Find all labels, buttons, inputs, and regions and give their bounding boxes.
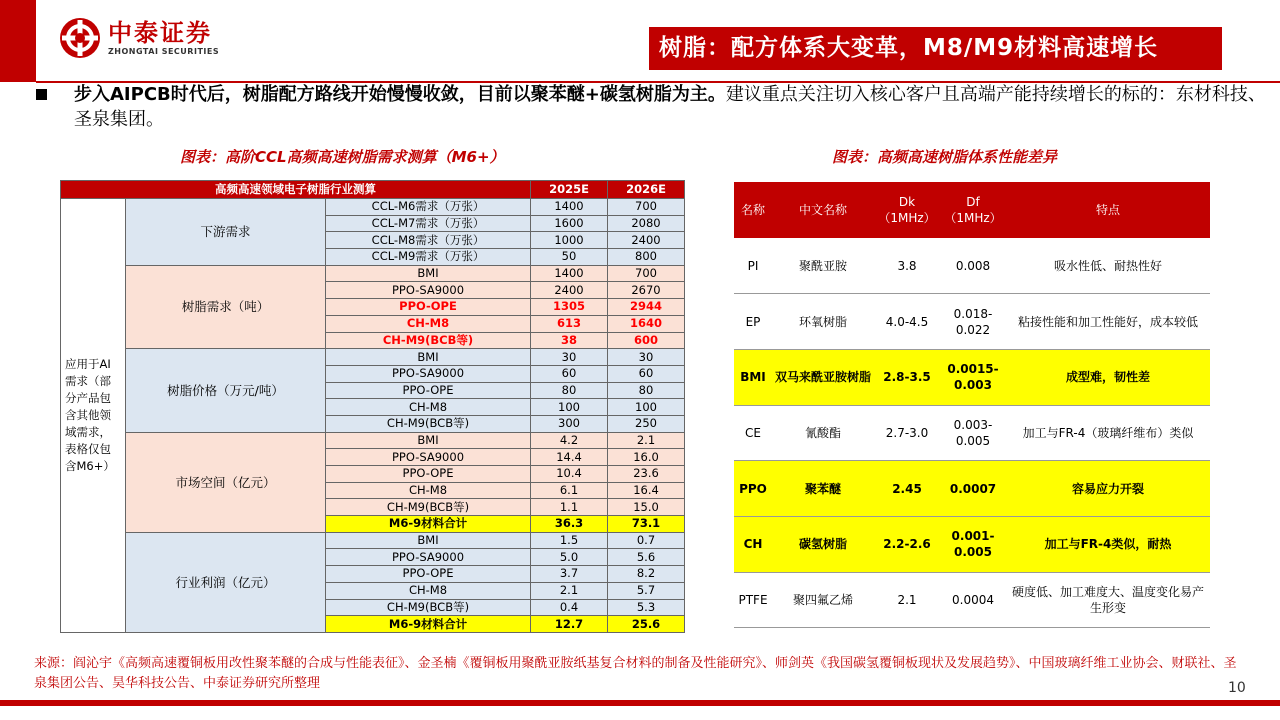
table-cell: CH-M9(BCB等)	[326, 332, 531, 349]
table-cell: CH	[734, 516, 772, 572]
table-cell: 0.0007	[940, 461, 1006, 517]
resin-demand-table	[60, 180, 685, 633]
table-cell: CCL-M7需求（万张）	[326, 215, 531, 232]
table-cell: PTFE	[734, 572, 772, 628]
table-cell: 1305	[531, 299, 608, 316]
table-cell: 1400	[531, 199, 608, 216]
table-cell: BMI	[326, 349, 531, 366]
company-logo	[58, 16, 219, 60]
table-cell: BMI	[734, 349, 772, 405]
table-cell: PPO-SA9000	[326, 449, 531, 466]
table-cell: 16.0	[608, 449, 685, 466]
table-row	[61, 432, 685, 449]
table-row	[734, 405, 1210, 461]
table-cell: 0.0004	[940, 572, 1006, 628]
table-cell: 60	[608, 365, 685, 382]
category-cell: 下游需求	[126, 199, 326, 266]
resin-performance-table	[734, 182, 1210, 628]
table-cell: CE	[734, 405, 772, 461]
table-cell: 700	[608, 199, 685, 216]
table-cell: 加工与FR-4（玻璃纤维布）类似	[1006, 405, 1210, 461]
scope-note-cell: 应用于AI需求（部分产品包含其他领域需求，表格仅包含M6+）	[61, 199, 126, 633]
table-row	[734, 461, 1210, 517]
table-cell: 0.018-0.022	[940, 294, 1006, 350]
table-cell: 聚四氟乙烯	[772, 572, 874, 628]
table-cell: BMI	[326, 432, 531, 449]
table-row	[734, 349, 1210, 405]
table-cell: 36.3	[531, 516, 608, 533]
table-cell: 3.7	[531, 566, 608, 583]
table-cell: 30	[531, 349, 608, 366]
table-cell: 2.45	[874, 461, 940, 517]
left-accent-bar	[0, 0, 36, 82]
right-table-caption: 图表：高频高速树脂体系性能差异	[832, 148, 1058, 166]
table-cell: 80	[531, 382, 608, 399]
left-table-caption: 图表：高阶CCL高频高速树脂需求测算（M6+）	[180, 148, 505, 166]
table-cell: 环氧树脂	[772, 294, 874, 350]
header-cell: 2026E	[608, 181, 685, 199]
table-cell: 0.003-0.005	[940, 405, 1006, 461]
table-cell: 1640	[608, 315, 685, 332]
table-header-row	[61, 181, 685, 199]
table-cell: 碳氢树脂	[772, 516, 874, 572]
table-cell: 0.0015-0.003	[940, 349, 1006, 405]
table-cell: 5.6	[608, 549, 685, 566]
table-cell: 1.5	[531, 532, 608, 549]
bullet-square-icon	[36, 89, 47, 100]
table-cell: 23.6	[608, 466, 685, 483]
table-row	[734, 572, 1210, 628]
header-cell: Df（1MHz）	[940, 182, 1006, 238]
table-cell: EP	[734, 294, 772, 350]
category-cell: 树脂需求（吨）	[126, 265, 326, 348]
table-cell: 0.008	[940, 238, 1006, 294]
table-cell: CH-M8	[326, 582, 531, 599]
table-cell: 80	[608, 382, 685, 399]
table-cell: 1000	[531, 232, 608, 249]
table-cell: PPO-SA9000	[326, 282, 531, 299]
table-cell: 2.8-3.5	[874, 349, 940, 405]
table-row	[61, 199, 685, 216]
table-cell: 3.8	[874, 238, 940, 294]
table-cell: PPO-OPE	[326, 299, 531, 316]
table-cell: CH-M8	[326, 315, 531, 332]
table-cell: PPO-SA9000	[326, 549, 531, 566]
table-cell: 0.4	[531, 599, 608, 616]
header-cell: 名称	[734, 182, 772, 238]
table-cell: 2.7-3.0	[874, 405, 940, 461]
table-cell: 4.0-4.5	[874, 294, 940, 350]
table-cell: 2.1	[531, 582, 608, 599]
table-cell: CH-M9(BCB等)	[326, 499, 531, 516]
table-cell: PPO-OPE	[326, 466, 531, 483]
key-point-normal: 建议重点关注切入核心客户且高端产能持续增长的标的：东材科技、圣泉集团。	[74, 84, 1266, 130]
table-cell: 0.7	[608, 532, 685, 549]
table-cell: 100	[531, 399, 608, 416]
table-cell: 16.4	[608, 482, 685, 499]
table-cell: PI	[734, 238, 772, 294]
header-cell: 2025E	[531, 181, 608, 199]
category-cell: 树脂价格（万元/吨）	[126, 349, 326, 432]
table-cell: 粘接性能和加工性能好，成本较低	[1006, 294, 1210, 350]
key-point-bold: 步入AIPCB时代后，树脂配方路线开始慢慢收敛，目前以聚苯醚+碳氢树脂为主。	[74, 84, 726, 105]
table-cell: 0.001-0.005	[940, 516, 1006, 572]
table-cell: CH-M9(BCB等)	[326, 599, 531, 616]
header-cell: 中文名称	[772, 182, 874, 238]
table-cell: 15.0	[608, 499, 685, 516]
table-row	[734, 516, 1210, 572]
table-cell: 聚酰亚胺	[772, 238, 874, 294]
table-cell: 100	[608, 399, 685, 416]
table-cell: 30	[608, 349, 685, 366]
table-cell: 613	[531, 315, 608, 332]
table-cell: 38	[531, 332, 608, 349]
table-cell: 60	[531, 365, 608, 382]
table-cell: 2670	[608, 282, 685, 299]
table-header-row	[734, 182, 1210, 238]
table-cell: M6-9材料合计	[326, 616, 531, 633]
table-cell: 4.2	[531, 432, 608, 449]
table-cell: 2400	[608, 232, 685, 249]
table-cell: 700	[608, 265, 685, 282]
table-cell: 300	[531, 415, 608, 432]
table-cell: 50	[531, 249, 608, 266]
table-cell: PPO-SA9000	[326, 365, 531, 382]
table-cell: 容易应力开裂	[1006, 461, 1210, 517]
table-cell: BMI	[326, 265, 531, 282]
key-point	[36, 82, 1266, 132]
table-cell: PPO	[734, 461, 772, 517]
zhongtai-logo-icon	[58, 16, 102, 60]
table-cell: PPO-OPE	[326, 566, 531, 583]
logo-chinese-name: 中泰证券	[108, 18, 212, 47]
table-cell: 25.6	[608, 616, 685, 633]
table-cell: 12.7	[531, 616, 608, 633]
table-cell: 5.3	[608, 599, 685, 616]
table-cell: 10.4	[531, 466, 608, 483]
table-cell: 1600	[531, 215, 608, 232]
page-title: 树脂：配方体系大变革，M8/M9材料高速增长	[649, 27, 1222, 70]
table-cell: M6-9材料合计	[326, 516, 531, 533]
header-cell: 特点	[1006, 182, 1210, 238]
table-cell: 8.2	[608, 566, 685, 583]
table-row	[734, 238, 1210, 294]
table-cell: 6.1	[531, 482, 608, 499]
footer-bar	[0, 700, 1280, 706]
table-cell: 2.1	[874, 572, 940, 628]
table-cell: 氰酸酯	[772, 405, 874, 461]
category-cell: 市场空间（亿元）	[126, 432, 326, 532]
table-cell: 2400	[531, 282, 608, 299]
table-cell: PPO-OPE	[326, 382, 531, 399]
table-cell: 14.4	[531, 449, 608, 466]
table-cell: 聚苯醚	[772, 461, 874, 517]
source-note: 来源：阎沁宇《高频高速覆铜板用改性聚苯醚的合成与性能表征》、金圣楠《覆铜板用聚酰亚胺纸基复合材料的制备及性能研究》、师剑英《我国碳氢覆铜板现状及发展趋势》、中国玻璃纤维工业协会、财联社、圣泉集团公告、昊华科技公告、中泰证券研究所整理	[34, 656, 1237, 691]
table-cell: CCL-M6需求（万张）	[326, 199, 531, 216]
table-cell: 2944	[608, 299, 685, 316]
table-cell: BMI	[326, 532, 531, 549]
category-cell: 行业利润（亿元）	[126, 532, 326, 632]
logo-english-name: ZHONGTAI SECURITIES	[108, 46, 220, 56]
table-cell: 吸水性低、耐热性好	[1006, 238, 1210, 294]
table-cell: 加工与FR-4类似，耐热	[1006, 516, 1210, 572]
table-cell: 5.7	[608, 582, 685, 599]
table-cell: CH-M9(BCB等)	[326, 415, 531, 432]
table-cell: 成型难，韧性差	[1006, 349, 1210, 405]
header-cell: 高频高速领域电子树脂行业测算	[61, 181, 531, 199]
table-cell: 2.2-2.6	[874, 516, 940, 572]
table-cell: 双马来酰亚胺树脂	[772, 349, 874, 405]
table-cell: CH-M8	[326, 482, 531, 499]
table-cell: 73.1	[608, 516, 685, 533]
table-cell: 5.0	[531, 549, 608, 566]
table-cell: 1400	[531, 265, 608, 282]
table-cell: 2.1	[608, 432, 685, 449]
table-cell: 800	[608, 249, 685, 266]
header-cell: Dk（1MHz）	[874, 182, 940, 238]
table-row	[734, 294, 1210, 350]
table-cell: CH-M8	[326, 399, 531, 416]
table-cell: CCL-M8需求（万张）	[326, 232, 531, 249]
table-row	[61, 349, 685, 366]
page-number: 10	[1228, 680, 1246, 696]
key-point-text	[36, 82, 1266, 132]
table-cell: 硬度低、加工难度大、温度变化易产生形变	[1006, 572, 1210, 628]
table-cell: 1.1	[531, 499, 608, 516]
table-cell: 600	[608, 332, 685, 349]
table-cell: CCL-M9需求（万张）	[326, 249, 531, 266]
table-row	[61, 265, 685, 282]
table-cell: 2080	[608, 215, 685, 232]
table-cell: 250	[608, 415, 685, 432]
table-row	[61, 532, 685, 549]
